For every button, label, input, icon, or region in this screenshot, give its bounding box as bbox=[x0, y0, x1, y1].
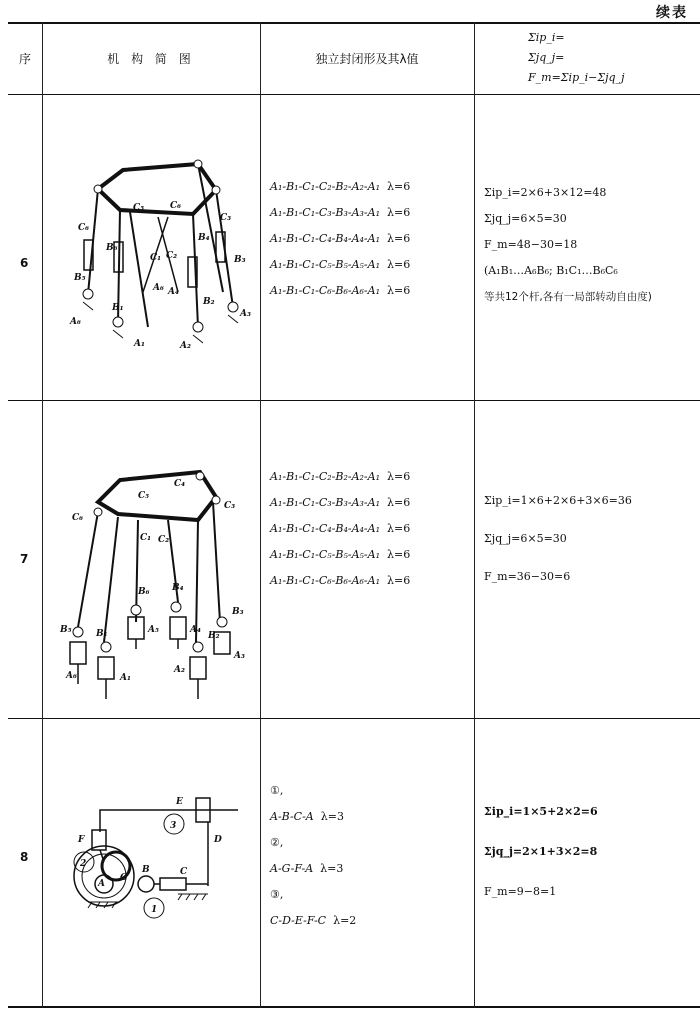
loop-lambda: λ=6 bbox=[387, 470, 411, 483]
calc-line: F_m=36−30=6 bbox=[484, 570, 571, 583]
continued-label: 续表 bbox=[656, 5, 688, 21]
bottom-rule bbox=[8, 1006, 700, 1008]
loop-line bbox=[270, 908, 356, 934]
row6-rule bbox=[8, 400, 700, 401]
diagram-label: B₅ bbox=[60, 625, 72, 635]
top-rule bbox=[8, 22, 700, 24]
loop-text: A-B-C-A bbox=[270, 810, 314, 823]
header-formula-line: F_m=Σip_i−Σjq_j bbox=[528, 71, 625, 84]
diagram-label: D bbox=[214, 835, 222, 845]
diagram-label: B₆ bbox=[106, 243, 118, 253]
calc-line: Σip_i=1×5+2×2=6 bbox=[484, 805, 598, 818]
loop-lambda: λ=6 bbox=[387, 232, 411, 245]
diagram-label: C₆ bbox=[170, 201, 182, 211]
calc-line: F_m=9−8=1 bbox=[484, 885, 557, 898]
loop-mark: ②, bbox=[270, 836, 284, 849]
calc-line: Σjq_j=6×5=30 bbox=[484, 212, 567, 225]
mechanism-table bbox=[8, 22, 700, 1010]
loop-line bbox=[270, 490, 410, 516]
gear-linkage-figure bbox=[58, 782, 248, 922]
calc-line: Σip_i=2×6+3×12=48 bbox=[484, 186, 607, 199]
loop-line bbox=[270, 804, 356, 830]
loop-lambda: λ=3 bbox=[320, 862, 344, 875]
header-index: 序 bbox=[18, 52, 31, 66]
col-divider-2 bbox=[260, 22, 261, 1008]
diagram-label: B₂ bbox=[208, 631, 220, 641]
diagram-label: 2 bbox=[80, 859, 87, 869]
loop-line bbox=[270, 278, 410, 304]
diagram-label: C bbox=[180, 867, 188, 877]
loop-line bbox=[270, 542, 410, 568]
diagram-label: C₂ bbox=[166, 251, 178, 261]
loop-line bbox=[270, 856, 356, 882]
calc-row6 bbox=[484, 180, 652, 310]
header-rule bbox=[8, 94, 700, 95]
diagram-label: A bbox=[98, 879, 105, 889]
loop-lambda: λ=6 bbox=[387, 496, 411, 509]
loops-row6 bbox=[270, 174, 410, 304]
loop-line bbox=[270, 516, 410, 542]
loop-text: A₁-B₁-C₁-C₄-B₄-A₄-A₁ bbox=[270, 232, 380, 245]
calc-row7 bbox=[484, 482, 632, 596]
diagram-label: A₅ bbox=[148, 625, 159, 635]
loop-text: A₁-B₁-C₁-C₆-B₆-A₆-A₁ bbox=[270, 574, 380, 587]
diagram-label: C₆ bbox=[78, 223, 90, 233]
loop-text: A₁-B₁-C₁-C₃-B₃-A₃-A₁ bbox=[270, 496, 380, 509]
calc-line: F_m=48−30=18 bbox=[484, 238, 578, 251]
header-formula-line: Σjq_j= bbox=[528, 51, 565, 64]
col-divider-1 bbox=[42, 22, 43, 1008]
diagram-label: C₅ bbox=[138, 491, 150, 501]
diagram-label: B₃ bbox=[232, 607, 244, 617]
diagram-label: A₆ bbox=[70, 317, 81, 327]
diagram-label: C₃ bbox=[224, 501, 236, 511]
loop-line bbox=[270, 252, 410, 278]
loop-line bbox=[270, 174, 410, 200]
diagram-label: B₆ bbox=[138, 587, 150, 597]
header-formula-line: Σip_i= bbox=[528, 31, 565, 44]
diagram-label: B₂ bbox=[203, 297, 215, 307]
diagram-label: C₅ bbox=[133, 203, 145, 213]
loop-lambda: λ=6 bbox=[387, 180, 411, 193]
loop-mark: ③, bbox=[270, 888, 284, 901]
loop-text: C-D-E-F-C bbox=[270, 914, 327, 927]
diagram-label: A₃ bbox=[240, 309, 251, 319]
diagram-label: B₄ bbox=[198, 233, 210, 243]
diagram-label: F bbox=[78, 835, 85, 845]
diagram-label: B₁ bbox=[112, 303, 124, 313]
loop-lambda: λ=6 bbox=[387, 284, 411, 297]
loop-lambda: λ=6 bbox=[387, 522, 411, 535]
diagram-label: E bbox=[176, 797, 183, 807]
diagram-row7 bbox=[48, 452, 258, 712]
loop-line bbox=[270, 568, 410, 594]
loop-line bbox=[270, 464, 410, 490]
diagram-label: G bbox=[120, 873, 128, 883]
loop-lambda: λ=3 bbox=[320, 810, 344, 823]
calc-row8 bbox=[484, 792, 598, 912]
loop-text: A₁-B₁-C₁-C₅-B₅-A₅-A₁ bbox=[270, 548, 380, 561]
diagram-label: A₄ bbox=[168, 287, 179, 297]
loop-lambda: λ=6 bbox=[387, 548, 411, 561]
col-divider-3 bbox=[474, 22, 475, 1008]
loop-line bbox=[270, 200, 410, 226]
row-index: 8 bbox=[20, 850, 29, 864]
header-diagram: 机 构 简 图 bbox=[107, 52, 195, 66]
diagram-label: C₂ bbox=[158, 535, 170, 545]
diagram-label: A₄ bbox=[190, 625, 201, 635]
diagram-label: 1 bbox=[151, 905, 158, 915]
diagram-row8 bbox=[58, 782, 248, 922]
diagram-label: C₁ bbox=[150, 253, 162, 263]
diagram-label: A₁ bbox=[134, 339, 145, 349]
diagram-label: C₆ bbox=[72, 513, 84, 523]
loop-text: A₁-B₁-C₁-C₂-B₂-A₂-A₁ bbox=[270, 180, 380, 193]
diagram-label: B bbox=[142, 865, 150, 875]
row7-rule bbox=[8, 718, 700, 719]
diagram-label: A₂ bbox=[174, 665, 185, 675]
loop-text: A₁-B₁-C₁-C₂-B₂-A₂-A₁ bbox=[270, 470, 380, 483]
parallel-mechanism-7-figure bbox=[48, 452, 258, 712]
diagram-label: A₁ bbox=[120, 673, 131, 683]
diagram-label: A₆ bbox=[66, 671, 77, 681]
row-index: 6 bbox=[20, 256, 29, 270]
calc-line: 等共12个杆,各有一局部转动自由度) bbox=[484, 291, 652, 303]
loop-text: A-G-F-A bbox=[270, 862, 314, 875]
loop-lambda: λ=6 bbox=[387, 258, 411, 271]
calc-line: Σjq_j=6×5=30 bbox=[484, 532, 567, 545]
diagram-label: B₄ bbox=[172, 583, 184, 593]
diagram-label: A₆ bbox=[153, 283, 164, 293]
diagram-label: 3 bbox=[170, 821, 177, 831]
loop-mark: ①, bbox=[270, 784, 284, 797]
diagram-label: C₃ bbox=[220, 213, 232, 223]
loops-row8 bbox=[270, 778, 356, 934]
loop-text: A₁-B₁-C₁-C₅-B₅-A₅-A₁ bbox=[270, 258, 380, 271]
loops-row7 bbox=[270, 464, 410, 594]
diagram-label: A₂ bbox=[180, 341, 191, 351]
diagram-label: C₄ bbox=[174, 479, 186, 489]
header-loops: 独立封闭形及其λ值 bbox=[315, 52, 419, 66]
header-formula bbox=[528, 28, 625, 88]
diagram-label: A₃ bbox=[234, 651, 245, 661]
diagram-label: B₁ bbox=[96, 629, 108, 639]
diagram-label: B₅ bbox=[74, 273, 86, 283]
row-index: 7 bbox=[20, 552, 29, 566]
diagram-row6 bbox=[48, 122, 258, 382]
loop-lambda: λ=2 bbox=[333, 914, 357, 927]
loop-text: A₁-B₁-C₁-C₃-B₃-A₃-A₁ bbox=[270, 206, 380, 219]
loop-text: A₁-B₁-C₁-C₄-B₄-A₄-A₁ bbox=[270, 522, 380, 535]
calc-line: Σip_i=1×6+2×6+3×6=36 bbox=[484, 494, 632, 507]
loop-lambda: λ=6 bbox=[387, 206, 411, 219]
loop-lambda: λ=6 bbox=[387, 574, 411, 587]
diagram-label: C₁ bbox=[140, 533, 152, 543]
calc-line: (A₁B₁…A₆B₆; B₁C₁…B₆C₆ bbox=[484, 264, 618, 277]
parallel-mechanism-6-figure bbox=[48, 122, 258, 382]
loop-text: A₁-B₁-C₁-C₆-B₆-A₆-A₁ bbox=[270, 284, 380, 297]
diagram-label: B₃ bbox=[234, 255, 246, 265]
calc-line: Σjq_j=2×1+3×2=8 bbox=[484, 845, 598, 858]
loop-line bbox=[270, 226, 410, 252]
